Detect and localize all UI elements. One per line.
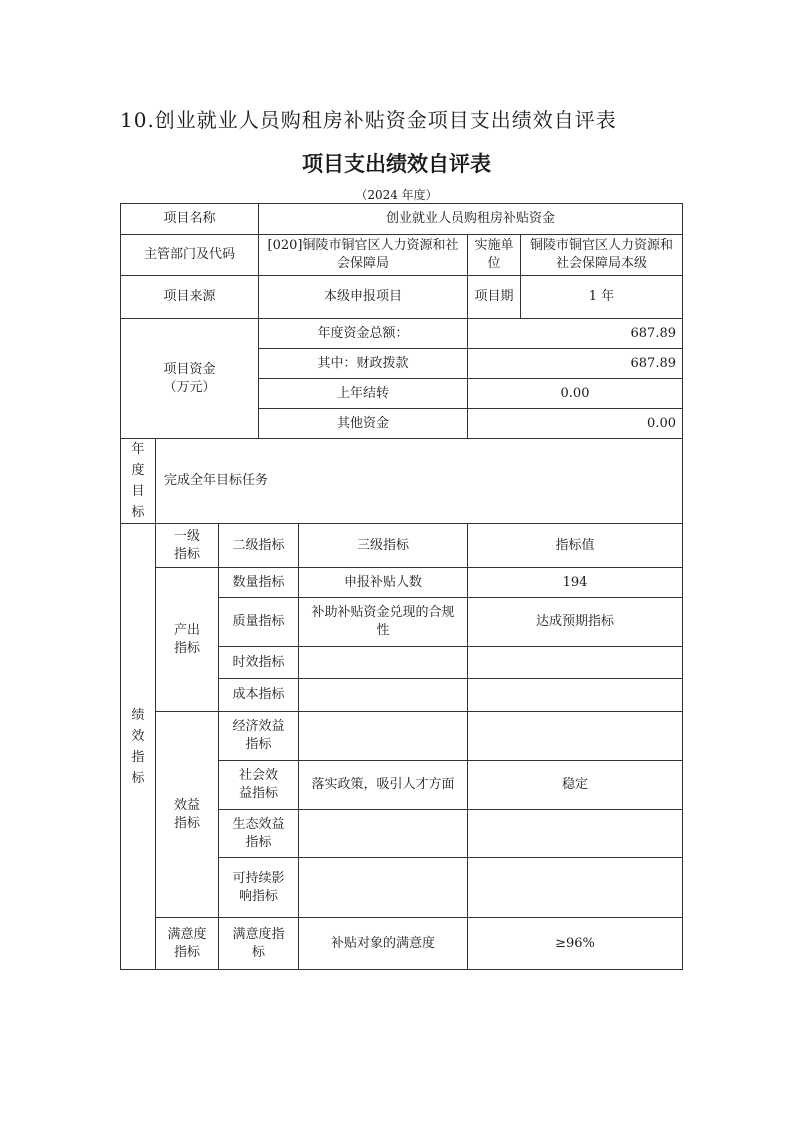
benefit-ecological-level2: 生态效益指标 [218, 809, 299, 858]
period-label: 项目期 [467, 275, 521, 319]
benefit-social-value: 稳定 [467, 760, 683, 810]
output-timeliness-value [467, 646, 683, 679]
output-quantity-level2: 数量指标 [218, 567, 299, 598]
funds-total-label: 年度资金总额： [258, 318, 468, 349]
output-cost-value [467, 678, 683, 712]
satisfaction-label: 满意度指标 [155, 917, 219, 970]
benefit-economic-level2: 经济效益指标 [218, 711, 299, 761]
output-quality-level2: 质量指标 [218, 597, 299, 647]
benefit-sustainable-level3 [298, 857, 468, 918]
project-name-label: 项目名称 [120, 203, 259, 235]
output-cost-level3 [298, 678, 468, 712]
output-quality-level3: 补助补贴资金兑现的合规性 [298, 597, 468, 647]
funds-other-value: 0.00 [467, 408, 683, 439]
form-year: （2024 年度） [355, 188, 438, 202]
impl-label: 实施单位 [467, 234, 521, 276]
funds-carry-label: 上年结转 [258, 378, 468, 409]
source-value: 本级申报项目 [258, 275, 468, 319]
header-level2: 二级指标 [218, 523, 299, 568]
funds-fiscal-label: 其中：财政拨款 [258, 348, 468, 379]
goal-value: 完成全年目标任务 [155, 438, 683, 524]
funds-carry-value: 0.00 [467, 378, 683, 409]
satisfaction-level2: 满意度指标 [218, 917, 299, 970]
funds-label: 项目资金（万元） [120, 318, 259, 439]
benefit-sustainable-value [467, 857, 683, 918]
benefit-social-level3: 落实政策，吸引人才方面 [298, 760, 468, 810]
output-label: 产出指标 [155, 567, 219, 712]
period-value: 1 年 [520, 275, 683, 319]
page-heading: 10.创业就业人员购租房补贴资金项目支出绩效自评表 [120, 108, 617, 132]
funds-fiscal-value: 687.89 [467, 348, 683, 379]
benefit-ecological-level3 [298, 809, 468, 858]
header-level3: 三级指标 [298, 523, 468, 568]
satisfaction-level3: 补贴对象的满意度 [298, 917, 468, 970]
benefit-social-level2: 社会效益指标 [218, 760, 299, 810]
dept-label: 主管部门及代码 [120, 234, 259, 276]
funds-other-label: 其他资金 [258, 408, 468, 439]
output-quantity-value: 194 [467, 567, 683, 598]
funds-total-value: 687.89 [467, 318, 683, 349]
dept-value: [020]铜陵市铜官区人力资源和社会保障局 [258, 234, 468, 276]
form-title: 项目支出绩效自评表 [302, 152, 491, 176]
perf-label: 绩效指标 [120, 523, 156, 970]
benefit-economic-value [467, 711, 683, 761]
output-quality-value: 达成预期指标 [467, 597, 683, 647]
header-level1: 一级指标 [155, 523, 219, 568]
satisfaction-value: ≥96% [467, 917, 683, 970]
output-timeliness-level2: 时效指标 [218, 646, 299, 679]
benefit-economic-level3 [298, 711, 468, 761]
output-cost-level2: 成本指标 [218, 678, 299, 712]
benefit-ecological-value [467, 809, 683, 858]
output-quantity-level3: 申报补贴人数 [298, 567, 468, 598]
benefit-label: 效益指标 [155, 711, 219, 918]
goal-label: 年度目标 [120, 438, 156, 524]
impl-value: 铜陵市铜官区人力资源和社会保障局本级 [520, 234, 683, 276]
benefit-sustainable-level2: 可持续影响指标 [218, 857, 299, 918]
source-label: 项目来源 [120, 275, 259, 319]
project-name-value: 创业就业人员购租房补贴资金 [258, 203, 683, 235]
header-value: 指标值 [467, 523, 683, 568]
output-timeliness-level3 [298, 646, 468, 679]
